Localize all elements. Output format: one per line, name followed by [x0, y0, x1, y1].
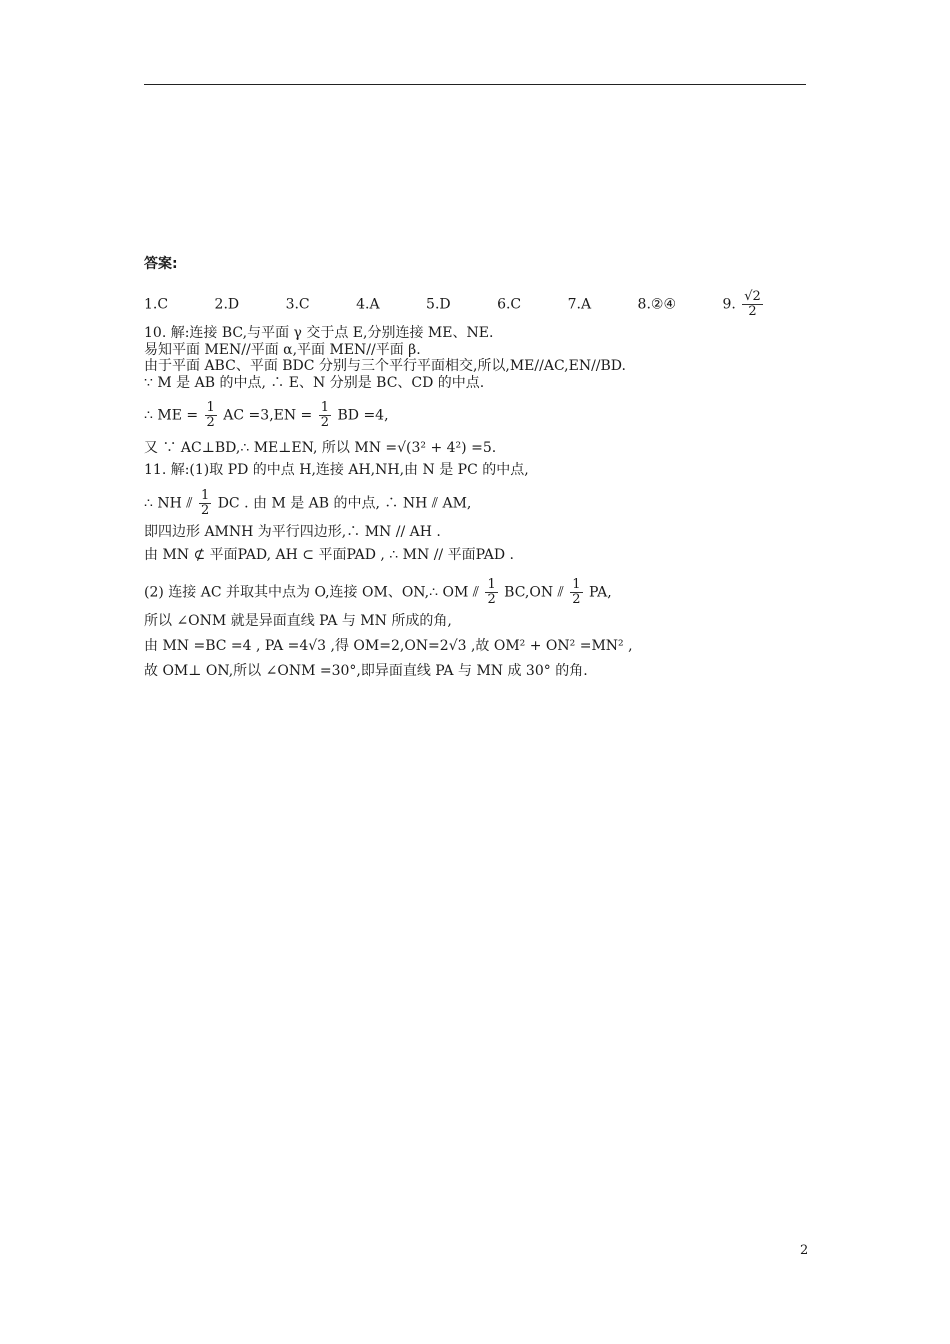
fraction-numerator: 1 — [200, 488, 210, 503]
fraction-numerator: 1 — [487, 577, 496, 592]
q10-me-label: ∴ ME = — [144, 407, 199, 424]
fraction-numerator: 1 — [320, 400, 330, 415]
header-rule — [144, 84, 806, 85]
q11-line-5 — [144, 578, 612, 607]
fraction-numerator: 1 — [206, 400, 215, 415]
q10-line-4: ∵ M 是 AB 的中点, ∴ E、N 分别是 BC、CD 的中点. — [144, 375, 485, 391]
half-fraction — [570, 578, 582, 607]
fraction-denominator: 2 — [572, 592, 581, 607]
fraction-denominator: 2 — [748, 304, 757, 319]
answer-4: 4.A — [356, 296, 380, 313]
q10-line-6: 又 ∵ AC⊥BD,∴ ME⊥EN, 所以 MN =√(3² + 4²) =5. — [144, 440, 497, 456]
q10-line-2: 易知平面 MEN//平面 α,平面 MEN//平面 β. — [144, 342, 421, 358]
fraction-numerator: 1 — [572, 577, 581, 592]
q11-line-2 — [144, 489, 471, 518]
answer-8: 8.②④ — [637, 296, 676, 313]
fraction-denominator: 2 — [206, 415, 215, 430]
q11-bc-label: BC,ON ⫽ — [504, 584, 564, 601]
page-number: 2 — [800, 1243, 809, 1258]
answer-7: 7.A — [567, 296, 592, 313]
answers-heading: 答案: — [144, 256, 178, 272]
q11-line-1: 11. 解:(1)取 PD 的中点 H,连接 AH,NH,由 N 是 PC 的中点, — [144, 462, 529, 478]
q10-en-label: AC =3,EN = — [223, 407, 313, 424]
half-fraction — [199, 489, 211, 518]
answer-5: 5.D — [426, 296, 451, 313]
answer-6: 6.C — [497, 296, 522, 313]
half-fraction — [205, 401, 217, 430]
q11-line-6: 所以 ∠ONM 就是异面直线 PA 与 MN 所成的角, — [144, 613, 452, 629]
q11-dc-text: DC . 由 M 是 AB 的中点, ∴ NH ⫽ AM, — [217, 495, 472, 512]
answer-9-fraction — [742, 290, 763, 319]
q11-line-3: 即四边形 AMNH 为平行四边形,∴ MN // AH . — [144, 524, 441, 540]
answer-9: 9. — [722, 296, 736, 313]
answer-1: 1.C — [144, 296, 169, 313]
q11-line-8: 故 OM⊥ ON,所以 ∠ONM =30°,即异面直线 PA 与 MN 成 30° 的角. — [144, 663, 588, 679]
half-fraction — [485, 578, 497, 607]
q11-line-4: 由 MN ⊄ 平面PAD, AH ⊂ 平面PAD , ∴ MN // 平面PAD . — [144, 547, 514, 563]
q10-line-1: 10. 解:连接 BC,与平面 γ 交于点 E,分别连接 ME、NE. — [144, 325, 494, 341]
answer-row — [144, 290, 763, 319]
q11-nh-label: ∴ NH ⫽ — [144, 495, 193, 512]
fraction-denominator: 2 — [487, 592, 496, 607]
answer-2: 2.D — [214, 296, 240, 313]
q11-pa-label: PA, — [589, 584, 612, 601]
q10-line-3: 由于平面 ABC、平面 BDC 分别与三个平行平面相交,所以,ME//AC,EN//BD. — [144, 358, 626, 374]
half-fraction — [319, 401, 331, 430]
q11-om-label: (2) 连接 AC 并取其中点为 O,连接 OM、ON,∴ OM ⫽ — [144, 584, 479, 601]
q10-bd-label: BD =4, — [337, 407, 389, 424]
answer-3: 3.C — [285, 296, 310, 313]
fraction-denominator: 2 — [320, 415, 330, 430]
q10-line-5 — [144, 401, 389, 430]
fraction-denominator: 2 — [200, 503, 210, 518]
fraction-numerator: √2 — [744, 289, 761, 304]
q11-line-7: 由 MN =BC =4 , PA =4√3 ,得 OM=2,ON=2√3 ,故 OM² + ON² =MN² , — [144, 638, 633, 654]
